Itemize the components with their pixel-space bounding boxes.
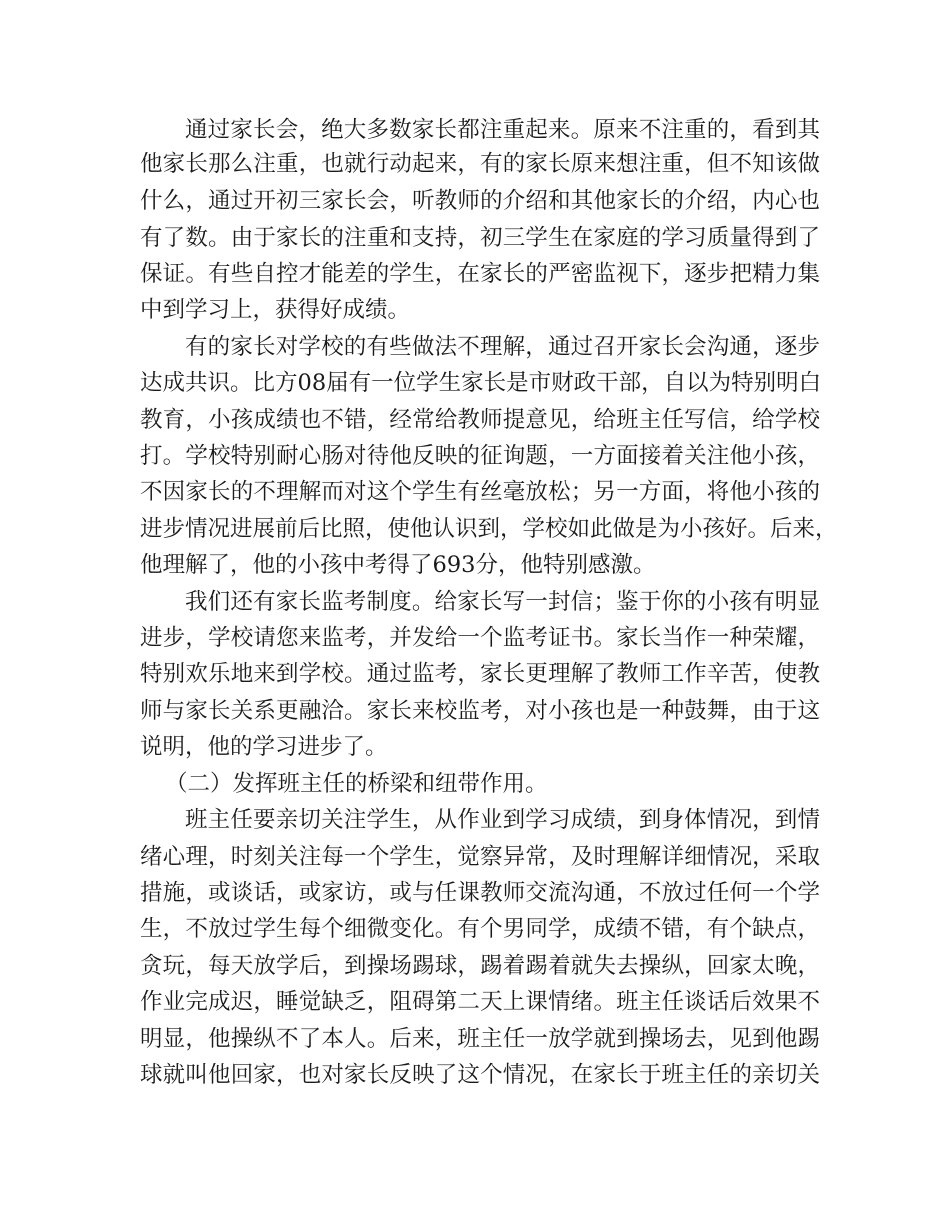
paragraph-3-line-3: 特别欢乐地来到学校。通过监考，家长更理解了教师工作辛苦，使教 [140, 661, 820, 687]
paragraph-1-line-4: 有了数。由于家长的注重和支持，初三学生在家庭的学习质量得到了 [140, 225, 820, 251]
paragraph-4-line-5: 贪玩，每天放学后，到操场踢球，踢着踢着就失去操纵，回家太晚， [140, 953, 820, 979]
paragraph-1-line-5: 保证。有些自控才能差的学生，在家长的严密监视下，逐步把精力集 [140, 261, 820, 287]
paragraph-4-line-2: 绪心理，时刻关注每一个学生，觉察异常，及时理解详细情况，采取 [140, 844, 820, 870]
paragraph-2-line-2: 达成共识。比方08届有一位学生家长是市财政干部，自以为特别明白 [140, 370, 822, 396]
paragraph-4-line-4: 生，不放过学生每个细微变化。有个男同学，成绩不错，有个缺点， [140, 916, 820, 942]
paragraph-2-line-4: 打。学校特别耐心肠对待他反映的征询题，一方面接着关注他小孩， [140, 443, 820, 469]
paragraph-1-line-6: 中到学习上，获得好成绩。 [140, 297, 411, 323]
paragraph-4-line-6: 作业完成迟，睡觉缺乏，阻碍第二天上课情绪。班主任谈话后效果不 [140, 989, 820, 1015]
section-heading: （二）发挥班主任的桥梁和纽带作用。 [165, 771, 548, 797]
paragraph-4-line-8: 球就叫他回家，也对家长反映了这个情况，在家长于班主任的亲切关 [140, 1062, 820, 1088]
paragraph-4-line-1: 班主任要亲切关注学生，从作业到学习成绩，到身体情况，到情 [185, 807, 820, 833]
paragraph-3-line-5: 说明，他的学习进步了。 [140, 734, 388, 760]
paragraph-3-line-4: 师与家长关系更融洽。家长来校监考，对小孩也是一种鼓舞，由于这 [140, 698, 820, 724]
paragraph-4-line-3: 措施，或谈话，或家访，或与任课教师交流沟通，不放过任何一个学 [140, 880, 820, 906]
paragraph-2-line-6: 进步情况进展前后比照，使他认识到，学校如此做是为小孩好。后来， [140, 516, 838, 542]
paragraph-3-line-2: 进步，学校请您来监考，并发给一个监考证书。家长当作一种荣耀， [140, 625, 820, 651]
paragraph-2-line-3: 教育，小孩成绩也不错，经常给教师提意见，给班主任写信，给学校 [140, 407, 820, 433]
paragraph-2-line-5: 不因家长的不理解而对这个学生有丝毫放松；另一方面，将他小孩的 [140, 479, 820, 505]
paragraph-4-line-7: 明显，他操纵不了本人。后来，班主任一放学就到操场去，见到他踢 [140, 1026, 820, 1052]
paragraph-1-line-1: 通过家长会，绝大多数家长都注重起来。原来不注重的，看到其 [185, 117, 820, 143]
paragraph-2-line-1: 有的家长对学校的有些做法不理解，通过召开家长会沟通，逐步 [185, 334, 820, 360]
paragraph-3-line-1: 我们还有家长监考制度。给家长写一封信；鉴于你的小孩有明显 [185, 589, 820, 615]
paragraph-2-line-7: 他理解了，他的小孩中考得了693分，他特别感激。 [140, 552, 656, 578]
paragraph-1-line-3: 什么，通过开初三家长会，听教师的介绍和其他家长的介绍，内心也 [140, 188, 820, 214]
paragraph-1-line-2: 他家长那么注重，也就行动起来，有的家长原来想注重，但不知该做 [140, 151, 820, 177]
